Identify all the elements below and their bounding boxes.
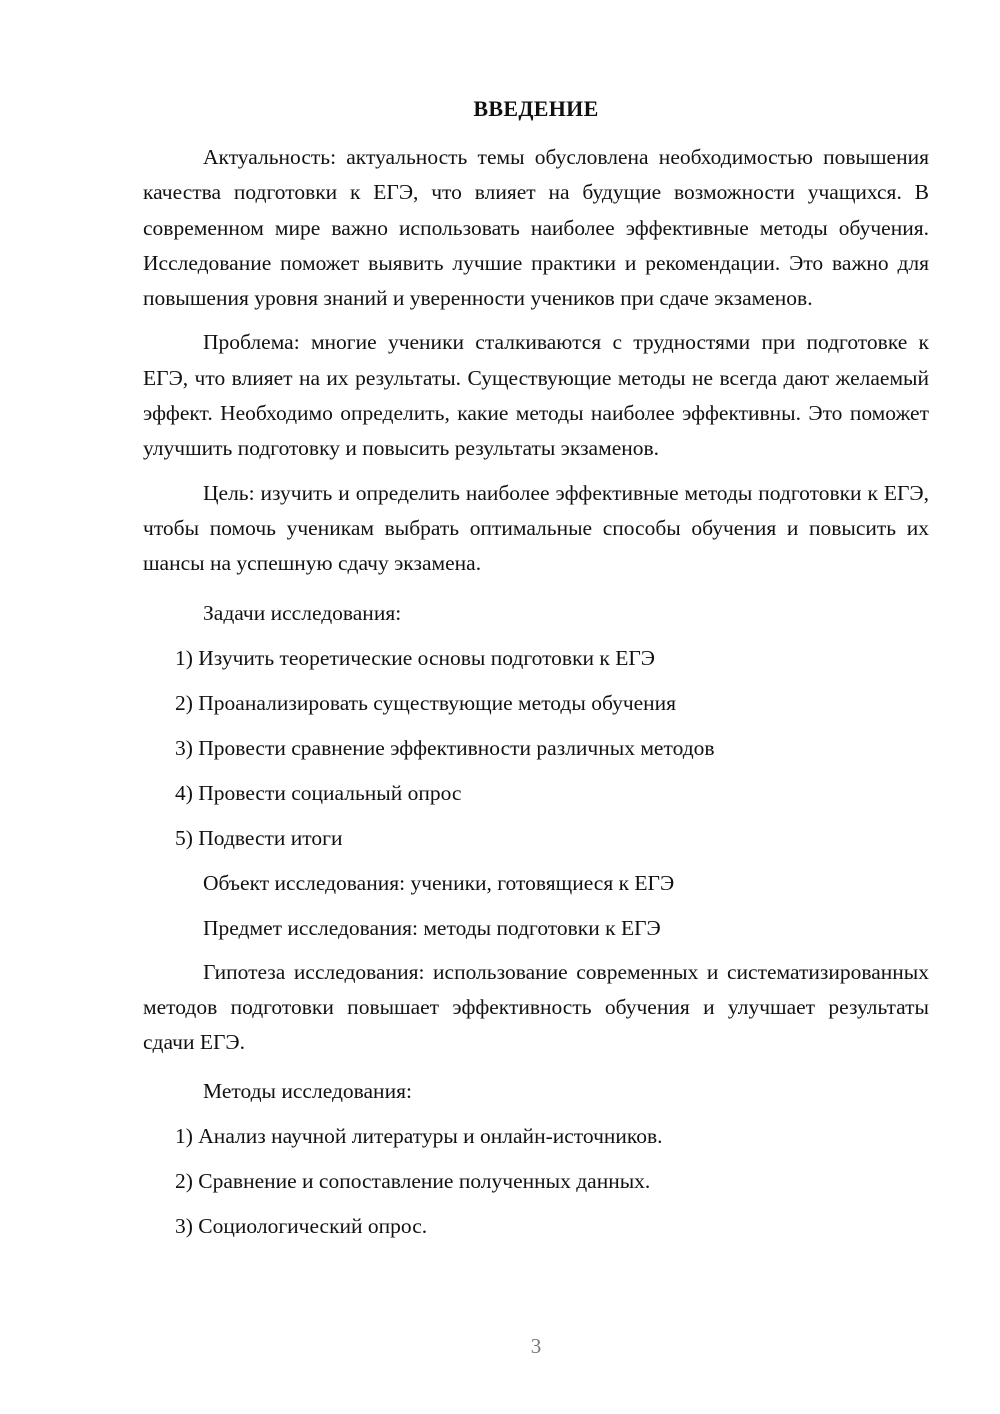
problem-paragraph: Проблема: многие ученики сталкиваются с трудностями при подготовке к ЕГЭ, что влияет на их результаты. Существующие методы не всегда дают желаемый эффект. Необходимо определить, какие методы наиболее эффективны. Это поможет улучшить подготовку и повысить результаты экзаменов. [143,330,929,461]
tasks-list [143,636,929,861]
research-object: Объект исследования: ученики, готовящиеся к ЕГЭ [203,870,675,895]
list-item: 3) Провести сравнение эффективности различных методов [175,735,715,760]
relevance-paragraph: Актуальность: актуальность темы обусловлена необходимостью повышения качества подготовки к ЕГЭ, что влияет на будущие возможности учащихся. В современном мире важно использовать наиболее эффективные методы обучения. Исследование поможет выявить лучшие практики и рекомендации. Это важно для повышения уровня знаний и уверенности учеников при сдаче экзаменов. [143,145,929,311]
goal-paragraph: Цель: изучить и определить наиболее эффективные методы подготовки к ЕГЭ, чтобы помочь ученикам выбрать оптимальные способы обучения и повысить их шансы на успешную сдачу экзамена. [143,480,929,576]
list-item: 1) Изучить теоретические основы подготовки к ЕГЭ [175,645,655,670]
methods-list [143,1114,929,1249]
page-content [143,140,929,1249]
list-item: 5) Подвести итоги [175,825,343,850]
list-item: 1) Анализ научной литературы и онлайн-источников. [175,1124,663,1149]
page-number: 3 [530,1334,542,1358]
research-subject: Предмет исследования: методы подготовки к ЕГЭ [203,915,661,940]
methods-heading: Методы исследования: [203,1079,412,1104]
tasks-heading: Задачи исследования: [203,600,402,625]
list-item: 4) Провести социальный опрос [175,780,462,805]
list-item: 2) Проанализировать существующие методы обучения [175,690,677,715]
list-item: 3) Социологический опрос. [175,1214,428,1239]
hypothesis-paragraph: Гипотеза исследования: использование современных и систематизированных методов подготовки повышает эффективность обучения и улучшает результаты сдачи ЕГЭ. [143,959,929,1055]
section-title: ВВЕДЕНИЕ [473,96,599,121]
list-item: 2) Сравнение и сопоставление полученных данных. [175,1169,651,1194]
